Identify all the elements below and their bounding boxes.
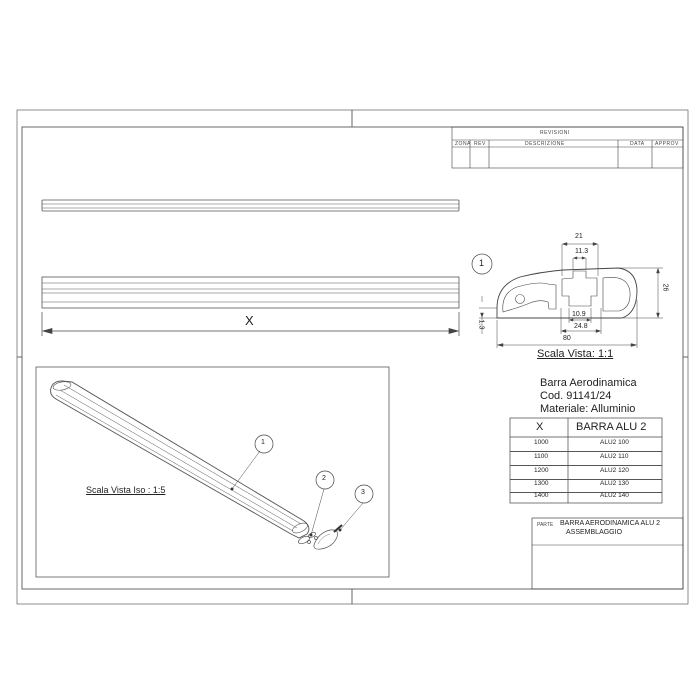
size-table-cell-x: 1000: [534, 439, 549, 446]
size-table-header-x: X: [536, 421, 544, 433]
revision-col-descrizione: DESCRIZIONE: [525, 141, 565, 147]
iso-balloon-2-number: 2: [322, 475, 326, 482]
size-table-cell-x: 1100: [534, 453, 548, 460]
dim-total-width: 80: [563, 335, 571, 342]
iso-balloon-1-number: 1: [261, 439, 265, 446]
size-table-cell-model: ALU2 110: [600, 453, 629, 460]
section-balloon-number: 1: [479, 258, 485, 268]
dim-height: 26: [661, 283, 669, 292]
part-material: Materiale: Alluminio: [540, 403, 636, 415]
size-table-row: [510, 490, 662, 504]
section-scale-label: Scala Vista: 1:1: [537, 348, 614, 360]
profile-dimension-lines: [479, 243, 663, 349]
dim-left-height: 1.3: [477, 319, 485, 330]
revision-col-approv: APPROV: [655, 141, 679, 147]
size-table-cell-model: ALU2 130: [600, 480, 629, 487]
iso-balloon-3-number: 3: [361, 489, 365, 496]
x-dimension-label: X: [245, 313, 254, 328]
title-block-parte-label: PARTE: [537, 522, 554, 528]
size-table-row: [510, 437, 662, 452]
revision-col-zona: ZONA: [455, 141, 471, 147]
size-table-cell-x: 1300: [534, 480, 549, 487]
part-name: Barra Aerodinamica: [540, 377, 637, 389]
title-block-line2: ASSEMBLAGGIO: [566, 529, 623, 536]
part-code: Cod. 91141/24: [540, 390, 612, 402]
iso-leader-lines: [231, 451, 363, 536]
size-table-row: [510, 451, 662, 466]
size-table-cell-model: ALU2 100: [600, 439, 629, 446]
iso-balloons: [255, 435, 373, 503]
iso-bar: [51, 380, 309, 538]
size-table-cell-x: 1200: [534, 467, 549, 474]
revision-col-data: DATA: [630, 141, 645, 147]
dim-inner-width: 10.9: [572, 311, 586, 318]
dim-base-width: 24.8: [574, 323, 588, 330]
size-table-cell-model: ALU2 120: [600, 467, 629, 474]
profile-section: [497, 268, 637, 318]
revision-col-rev: REV: [474, 141, 486, 147]
bar-top-view: [42, 200, 459, 211]
size-table-cell-x: 1400: [534, 492, 549, 499]
iso-end-cap-parts: [297, 525, 342, 549]
dim-top-width: 21: [575, 233, 583, 240]
revision-title: REVISIONI: [540, 130, 570, 136]
title-block-line1: BARRA AERODINAMICA ALU 2: [560, 520, 660, 527]
size-table-header-bar: BARRA ALU 2: [576, 421, 647, 433]
bar-side-view: [42, 277, 459, 308]
size-table-cell-model: ALU2 140: [600, 492, 629, 499]
iso-scale-label: Scala Vista Iso : 1:5: [86, 485, 166, 495]
dim-slot-width: 11.3: [575, 248, 589, 255]
